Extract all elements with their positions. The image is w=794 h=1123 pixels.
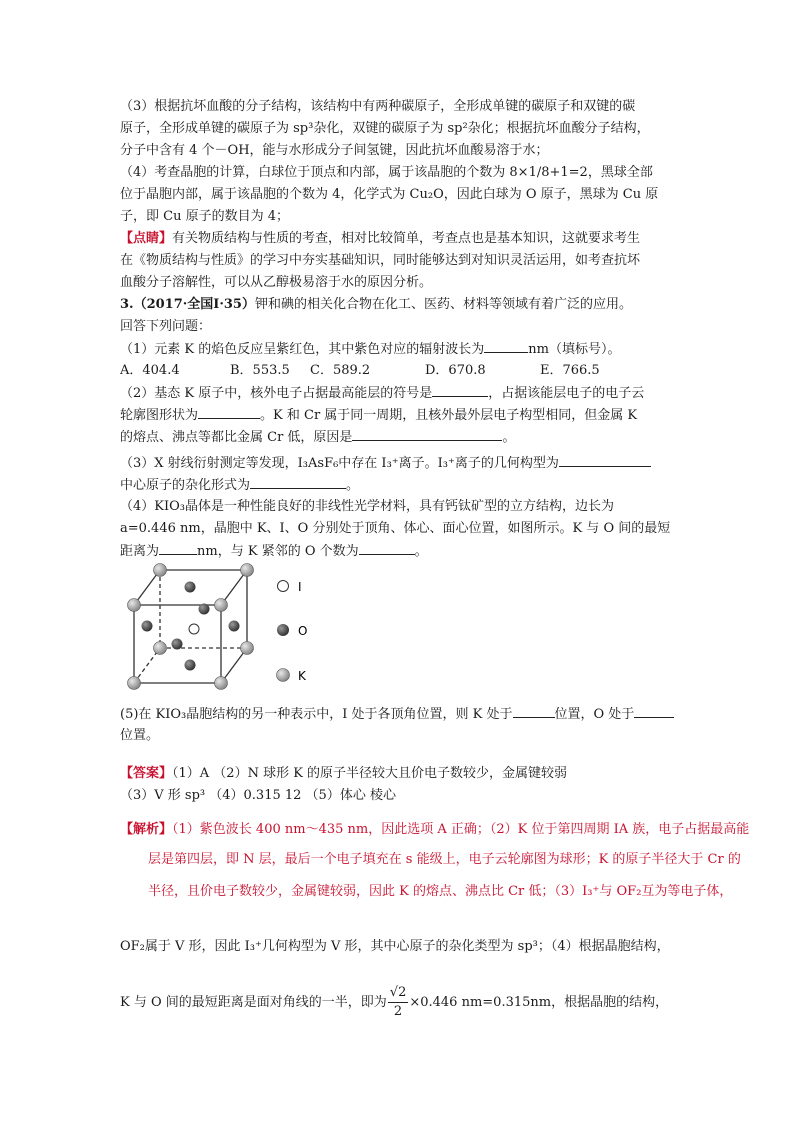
answer-line1 bbox=[120, 763, 680, 785]
k-atom bbox=[241, 564, 254, 577]
q3-blank1[interactable] bbox=[559, 452, 651, 467]
q3-text-c: 。 bbox=[346, 478, 360, 493]
kio3-unit-cell-figure bbox=[120, 560, 360, 700]
k-atom bbox=[215, 677, 228, 690]
fraction-denominator: 2 bbox=[393, 1004, 403, 1019]
q5-line1 bbox=[120, 703, 680, 726]
prev-q3-line3: 分子中含有 4 个－OH，能与水形成分子间氢键，因此抗坏血酸易溶于水； bbox=[120, 143, 549, 158]
q4-text-a: 距离为 bbox=[120, 544, 160, 559]
q3-text-b: 中心原子的杂化形式为 bbox=[120, 478, 251, 493]
q4-blank1[interactable] bbox=[159, 540, 197, 555]
analysis-text-5a: K 与 O 间的最短距离是面对角线的一半，即为 bbox=[120, 995, 387, 1010]
k-atom bbox=[154, 642, 167, 655]
q2-blank1[interactable] bbox=[432, 382, 488, 397]
q5-text-b: 位置，O 处于 bbox=[554, 707, 635, 722]
k-atom bbox=[128, 599, 141, 612]
prev-q4-line3: 子，即 Cu 原子的数目为 4； bbox=[120, 209, 289, 224]
prev-q3-line1: （3）根据抗坏血酸的分子结构，该结构中有两种碳原子，全形成单键的碳原子和双键的碳 bbox=[120, 99, 636, 114]
q5-blank2[interactable] bbox=[634, 703, 674, 718]
fraction-numerator: √2 bbox=[388, 984, 409, 1003]
analysis-line5 bbox=[120, 983, 680, 1023]
q2-text-f: 。 bbox=[502, 430, 516, 445]
k-atom bbox=[128, 677, 141, 690]
analysis-line1 bbox=[120, 819, 750, 841]
q2-blank3[interactable] bbox=[352, 426, 502, 441]
q3-text-a: （3）X 射线衍射测定等发现，I₃AsF₆中存在 I₃⁺离子。I₃⁺离子的几何构型为 bbox=[120, 456, 559, 471]
q1-line bbox=[120, 338, 680, 361]
tip-line1 bbox=[120, 228, 680, 250]
o-atom bbox=[185, 660, 196, 671]
tip-text: 有关物质结构与性质的考查，相对比较简单，考查点也是基本知识，这就要求考生 bbox=[172, 231, 641, 246]
q2-line1 bbox=[120, 382, 680, 405]
analysis-line3: 半径，且价电子数较少，金属键较弱，因此 K 的熔点、沸点比 Cr 低；（3）I₃⁺与 OF₂互为等电子体， bbox=[148, 884, 733, 899]
legend-i-label: I bbox=[298, 580, 302, 594]
q4-text-c: 。 bbox=[414, 544, 428, 559]
q3-line1 bbox=[120, 452, 680, 475]
tip-line2: 在《物质结构与性质》的学习中夯实基础知识，同时能够达到对知识灵活运用，如考查抗坏 bbox=[120, 253, 641, 268]
q3-line2 bbox=[120, 474, 680, 497]
answer-line2: （3）V 形 sp³ （4）0.315 12 （5）体心 棱心 bbox=[120, 788, 396, 803]
question-intro: 钾和碘的相关化合物在化工、医药、材料等领域有着广泛的应用。 bbox=[254, 297, 632, 312]
analysis-label: 【解析】 bbox=[120, 822, 173, 837]
q2-text-c: 轮廓图形状为 bbox=[120, 408, 199, 423]
legend-k-icon bbox=[277, 669, 290, 682]
q1-text: （1）元素 K 的焰色反应呈紫红色，其中紫色对应的辐射波长为 bbox=[120, 342, 485, 357]
q5-text-a: (5)在 KIO₃晶胞结构的另一种表示中，I 处于各顶角位置，则 K 处于 bbox=[120, 707, 513, 722]
answer-label: 【答案】 bbox=[120, 766, 173, 781]
legend-o-icon bbox=[277, 624, 289, 636]
question-number: 3.（2017·全国Ⅰ·35） bbox=[120, 297, 255, 312]
q2-line2 bbox=[120, 404, 680, 427]
prev-q3-line2: 原子，全形成单键的碳原子为 sp³杂化，双键的碳原子为 sp²杂化；根据抗坏血酸分子结构， bbox=[120, 121, 650, 136]
legend-k-label: K bbox=[298, 669, 306, 683]
q3-blank2[interactable] bbox=[250, 474, 346, 489]
q4-line1: （4）KIO₃晶体是一种性能良好的非线性光学材料，具有钙钛矿型的立方结构，边长为 bbox=[120, 499, 614, 514]
q2-text-d: 。K 和 Cr 属于同一周期，且核外最外层电子构型相同，但金属 K bbox=[260, 408, 638, 423]
k-atom bbox=[215, 599, 228, 612]
question-header bbox=[120, 294, 680, 316]
o-atom bbox=[172, 639, 183, 650]
q5-line2: 位置。 bbox=[120, 728, 160, 743]
q2-line3 bbox=[120, 426, 680, 449]
legend-i-icon bbox=[278, 581, 289, 592]
o-atom bbox=[199, 604, 210, 615]
k-atom bbox=[154, 564, 167, 577]
option-c: C．589.2 bbox=[310, 363, 371, 378]
figure-legend bbox=[277, 580, 308, 683]
q2-blank2[interactable] bbox=[198, 404, 260, 419]
q2-text-b: ，占据该能层电子的电子云 bbox=[488, 386, 645, 401]
sqrt2-over-2-fraction bbox=[388, 984, 409, 1021]
q1-blank[interactable] bbox=[484, 338, 528, 353]
analysis-text-5b: ×0.446 nm=0.315nm，根据晶胞的结构， bbox=[409, 995, 669, 1010]
o-atom bbox=[142, 621, 153, 632]
q5-blank1[interactable] bbox=[513, 703, 555, 718]
analysis-text-1: （1）紫色波长 400 nm～435 nm，因此选项 A 正确；（2）K 位于第四周期 IA 族，电子占据最高能 bbox=[172, 822, 750, 837]
question-intro-line2: 回答下列问题： bbox=[120, 319, 212, 334]
o-atom bbox=[185, 582, 196, 593]
q4-blank2[interactable] bbox=[359, 540, 415, 555]
tip-label: 【点睛】 bbox=[120, 231, 173, 246]
q1-end: nm（填标号）。 bbox=[528, 342, 621, 357]
analysis-line4: OF₂属于 V 形，因此 I₃⁺几何构型为 V 形，其中心原子的杂化类型为 sp³；（4）根据晶胞结构， bbox=[120, 939, 670, 954]
tip-line3: 血酸分子溶解性，可以从乙醇极易溶于水的原因分析。 bbox=[120, 275, 433, 290]
q2-text-e: 的熔点、沸点等都比金属 Cr 低，原因是 bbox=[120, 430, 353, 445]
q4-text-b: nm，与 K 紧邻的 O 个数为 bbox=[197, 544, 359, 559]
prev-q4-line1: （4）考查晶胞的计算，白球位于顶点和内部，属于该晶胞的个数为 8×1/8+1=2，黑球全部 bbox=[120, 165, 653, 180]
o-atom bbox=[229, 621, 240, 632]
option-a: A．404.4 bbox=[120, 363, 180, 378]
q2-text-a: （2）基态 K 原子中，核外电子占据最高能层的符号是 bbox=[120, 386, 433, 401]
option-d: D．670.8 bbox=[425, 363, 486, 378]
answer-text-1: （1）A （2）N 球形 K 的原子半径较大且价电子数较少，金属键较弱 bbox=[172, 766, 568, 781]
prev-q4-line2: 位于晶胞内部，属于该晶胞的个数为 4，化学式为 Cu₂O，因此白球为 O 原子，黑球为 Cu 原 bbox=[120, 187, 659, 202]
k-atom bbox=[241, 642, 254, 655]
analysis-line2: 层是第四层，即 N 层，最后一个电子填充在 s 能级上，电子云轮廓图为球形；K 的原子半径大于 Cr 的 bbox=[148, 852, 741, 867]
option-e: E．766.5 bbox=[540, 363, 600, 378]
option-b: B．553.5 bbox=[230, 363, 290, 378]
legend-o-label: O bbox=[298, 624, 308, 638]
i-atom bbox=[189, 624, 199, 634]
q4-line2: a=0.446 nm，晶胞中 K、I、O 分别处于顶角、体心、面心位置，如图所示。K 与 O 间的最短 bbox=[120, 521, 671, 536]
